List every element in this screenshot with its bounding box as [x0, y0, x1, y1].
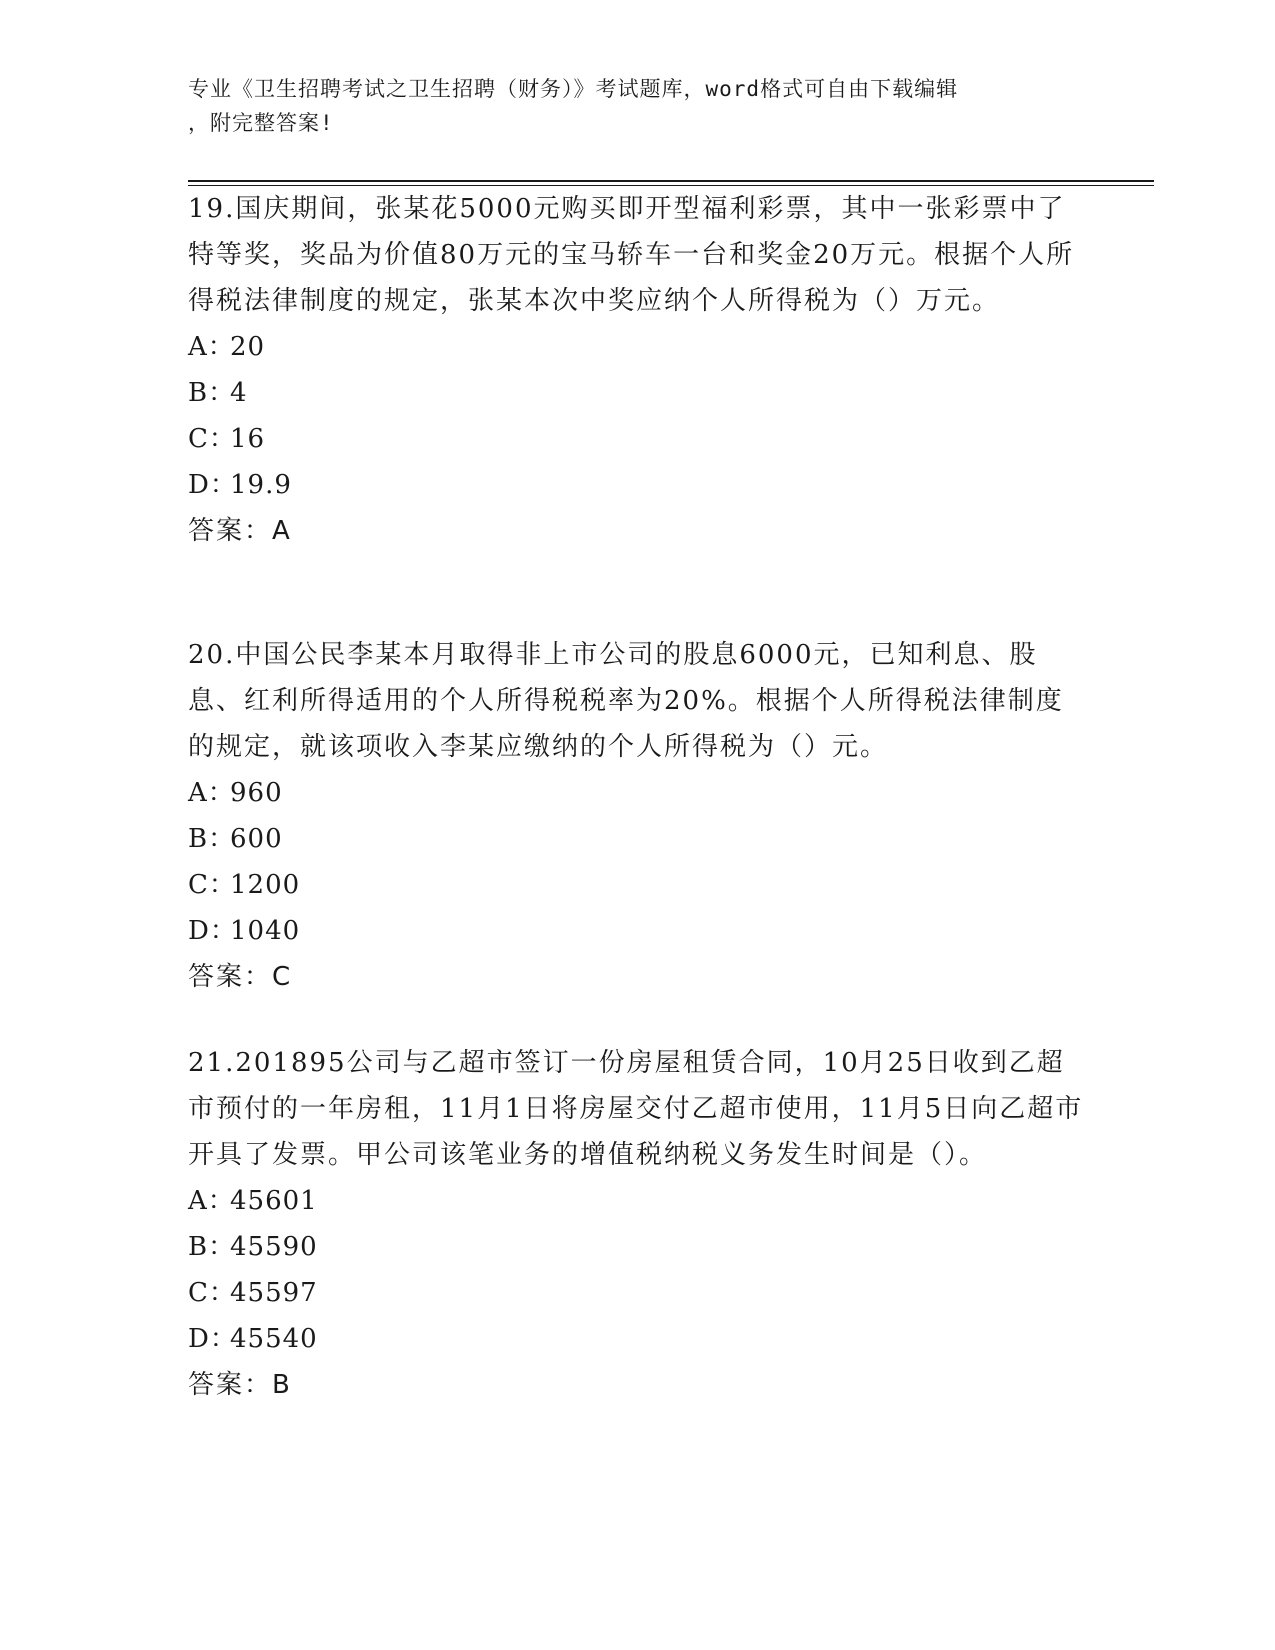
header-line-2: ，附完整答案!	[188, 111, 334, 135]
option-b	[188, 370, 1088, 416]
answer: 答案：A	[188, 516, 292, 546]
option-a	[188, 324, 1088, 370]
question-20	[188, 632, 1088, 1000]
option-key: B：	[188, 824, 236, 854]
option-b	[188, 1224, 1088, 1270]
header-divider-thick	[188, 180, 1154, 182]
option-key: B：	[188, 1232, 236, 1262]
option-a	[188, 1178, 1088, 1224]
option-text: 45540	[230, 1324, 318, 1354]
option-text: 4	[230, 378, 248, 408]
option-key: D：	[188, 916, 237, 946]
question-19	[188, 186, 1088, 554]
question-stem: 20.中国公民李某本月取得非上市公司的股息6000元，已知利息、股息、红利所得适用的个人所得税税率为20%。根据个人所得税法律制度的规定，就该项收入李某应缴纳的个人所得税为（）元。	[188, 640, 1064, 762]
option-key: A：	[188, 332, 235, 362]
option-text: 960	[230, 778, 283, 808]
option-d	[188, 1316, 1088, 1362]
answer: 答案：B	[188, 1370, 292, 1400]
option-text: 16	[230, 424, 266, 454]
option-text: 600	[230, 824, 283, 854]
question-stem: 21.201895公司与乙超市签订一份房屋租赁合同，10月25日收到乙超市预付的一年房租，11月1日将房屋交付乙超市使用，11月5日向乙超市开具了发票。甲公司该笔业务的增值税纳税义务发生时间是（）。	[188, 1048, 1084, 1170]
option-key: C：	[188, 424, 236, 454]
option-key: D：	[188, 470, 237, 500]
answer: 答案：C	[188, 962, 293, 992]
option-text: 45597	[230, 1278, 318, 1308]
option-key: A：	[188, 778, 235, 808]
option-d	[188, 462, 1088, 508]
option-text: 45590	[230, 1232, 318, 1262]
option-key: C：	[188, 1278, 236, 1308]
option-b	[188, 816, 1088, 862]
option-text: 45601	[230, 1186, 318, 1216]
option-key: C：	[188, 870, 236, 900]
option-text: 1040	[230, 916, 301, 946]
option-c	[188, 862, 1088, 908]
option-a	[188, 770, 1088, 816]
option-c	[188, 416, 1088, 462]
option-text: 20	[230, 332, 266, 362]
question-21	[188, 1040, 1088, 1408]
document-header	[188, 72, 1068, 140]
option-key: B：	[188, 378, 236, 408]
question-stem: 19.国庆期间，张某花5000元购买即开型福利彩票，其中一张彩票中了特等奖，奖品为价值80万元的宝马轿车一台和奖金20万元。根据个人所得税法律制度的规定，张某本次中奖应纳个人所得税为（）万元。	[188, 194, 1075, 316]
option-text: 1200	[230, 870, 301, 900]
option-d	[188, 908, 1088, 954]
header-line-1: 专业《卫生招聘考试之卫生招聘（财务）》考试题库，word格式可自由下载编辑	[188, 77, 959, 101]
option-key: A：	[188, 1186, 235, 1216]
option-c	[188, 1270, 1088, 1316]
option-key: D：	[188, 1324, 237, 1354]
option-text: 19.9	[230, 470, 292, 500]
